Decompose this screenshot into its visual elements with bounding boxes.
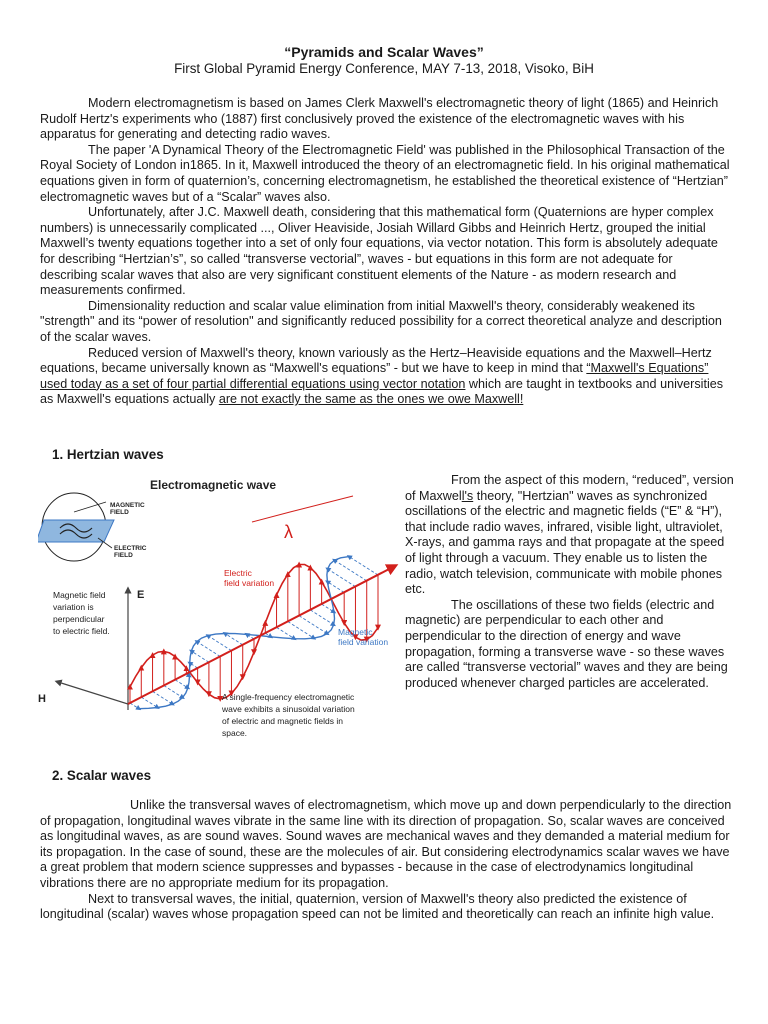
section-1-heading: 1. Hertzian waves bbox=[52, 447, 164, 462]
left-note-line-1: Magnetic field bbox=[53, 590, 106, 600]
magnetic-vector-arrow bbox=[141, 697, 157, 707]
e-axis-label: E bbox=[137, 589, 145, 601]
intro-paragraph-4: Dimensionality reduction and scalar value elimination from initial Maxwell's theory, considerably weakened its "strength" and its “power of resolution" and significantly reduced possibility for a correct theoretical analyze and description of the scalar waves. bbox=[40, 298, 722, 344]
h-axis bbox=[58, 682, 128, 704]
em-wave-figure bbox=[38, 472, 404, 750]
magnetic-vector-arrow bbox=[190, 663, 198, 668]
magnetic-vector-arrow bbox=[334, 560, 366, 581]
intro-p5-text-b: which are taught in textbooks and universities as Maxwell's equations actually bbox=[40, 376, 724, 407]
left-note-line-4: to electric field. bbox=[53, 626, 110, 636]
page-title: “Pyramids and Scalar Waves” bbox=[284, 44, 484, 60]
em-wave-diagram bbox=[38, 472, 404, 750]
scalar-paragraph-2: Next to transversal waves, the initial, quaternion, version of Maxwell's theory also predicted the existence of longitudinal (scalar) waves whose propagation speed can not be limited and theoretically can reach an infinite high value. bbox=[40, 891, 715, 922]
electric-field-label-1: ELECTRIC bbox=[114, 545, 147, 552]
intro-p5-underline-2: are not exactly the same as the ones we owe Maxwell! bbox=[218, 392, 524, 407]
hertzian-paragraph-1 bbox=[405, 473, 735, 598]
scalar-waves-section bbox=[40, 798, 732, 923]
magnetic-vector-arrow bbox=[310, 610, 333, 625]
magnetic-variation-line-1: Magnetic bbox=[338, 627, 373, 637]
wavelength-bracket bbox=[252, 496, 353, 522]
magnetic-vector-arrow bbox=[153, 691, 173, 704]
intro-paragraph-5 bbox=[40, 346, 730, 408]
magnetic-vector-arrow bbox=[130, 703, 139, 709]
magnetic-vector-arrow bbox=[328, 569, 356, 587]
magnetic-vector-arrow bbox=[191, 651, 209, 662]
intro-p5-text-a: Reduced version of Maxwell's theory, known variously as the Hertz–Heaviside equations and the Maxwell–Hertz equations, became universally known as “Maxwell's equations” - but we have to keep in mind that bbox=[40, 345, 712, 376]
field-inset-globe bbox=[38, 493, 114, 561]
magnetic-field-label-2: FIELD bbox=[110, 509, 129, 516]
hertzian-p1-text-a: From the aspect of this modern, “reduced”, version of Maxwel bbox=[405, 473, 734, 503]
magnetic-vector-arrow bbox=[208, 636, 232, 651]
magnetic-vector-arrow bbox=[225, 633, 243, 644]
page-subtitle: First Global Pyramid Energy Conference, MAY 7-13, 2018, Visoko, BiH bbox=[174, 61, 594, 76]
lambda-label: λ bbox=[284, 522, 293, 542]
caption-line-2: wave exhibits a sinusoidal variation bbox=[222, 704, 355, 714]
electric-variation-line-1: Electric bbox=[224, 568, 252, 578]
figure-title: Electromagnetic wave bbox=[150, 478, 277, 492]
magnetic-vector-arrow bbox=[288, 622, 314, 639]
hertzian-text-column bbox=[405, 473, 735, 691]
hertzian-p1-text-b: theory, "Hertzian" waves as synchronized oscillations of the electric and magnetic fields (“E” & “H”), that include radio waves, infrared, visible light, ultraviolet, X-rays, and gamma rays and that propagate at the speed of light through a vacuum. They enable us to listen the radio, watch television, communicate with mobile phones etc. bbox=[405, 488, 725, 597]
magnetic-vector-arrow bbox=[175, 680, 188, 688]
magnetic-variation-line-2: field variation bbox=[338, 637, 389, 647]
section-2-heading: 2. Scalar waves bbox=[52, 768, 152, 783]
left-note-line-3: perpendicular bbox=[53, 614, 105, 624]
hertzian-paragraph-2: The oscillations of these two fields (electric and magnetic) are perpendicular to each other and perpendicular to the direction of energy and wave propagation, forming a transverse wave - so these waves are called “transverse vectorial” waves and they are being produced whenever charged particles are accelerated. bbox=[405, 597, 728, 690]
intro-paragraph-3: Unfortunately, after J.C. Maxwell death, considering that this mathematical form (Quaternions are hyper complex numbers) is unnecessarily complicated ..., Oliver Heaviside, Josiah Willard Gibbs and Heinrich Hertz, grouped the initial Maxwell’s twenty equations together into a set of only four equations, via vector notation. This form is absolutely adequate for describing “Hertzian’s”, so called “transverse vectorial”, waves - but equations in this form are not adequate for describing scalar waves that also are very significant constituent elements of the Nature - as modern research and measurements confirmed. bbox=[40, 205, 718, 298]
intro-paragraph-1: Modern electromagnetism is based on James Clerk Maxwell's electromagnetic theory of light (1865) and Heinrich Rudolf Hertz's experiments who (1887) first conclusively proved the existence of the electromagnetic waves with his apparatus for generating and detecting radio waves. bbox=[40, 96, 719, 142]
h-axis-label: H bbox=[38, 693, 46, 705]
intro-paragraph-2: The paper 'A Dynamical Theory of the Electromagnetic Field' was published in the Philosophical Transaction of the Royal Society of London in1865. In it, Maxwell introduced the theory of an electromagnetic field. In his original mathematical equations given in form of quaternion’s, concerning electromagnetism, he established the theoretical existence of “Hertzian” electromagnetic waves but of a “Scalar” waves also. bbox=[40, 142, 730, 204]
hertzian-p1-underline: l's bbox=[461, 488, 474, 503]
scalar-paragraph-1: Unlike the transversal waves of electromagnetism, which move up and down perpendicularly to the direction of propagation, longitudinal waves vibrate in the same line with its direction of propagation. So, scalar waves are conceived as longitudinal waves, as are sound waves. Sound waves are mechanical waves and they demanded a material medium for its propagation. In the case of sound, these are the molecules of air. But considering electrodynamics scalar waves we have a great problem that modern science suppresses and bypasses - because in the case of electrodynamics longitudinal vibrations there are no appropriate medium for its propagation. bbox=[40, 798, 732, 890]
magnetic-vector-arrow bbox=[197, 642, 220, 657]
intro-section bbox=[40, 96, 730, 408]
left-note-line-2: variation is bbox=[53, 602, 94, 612]
electric-variation-line-2: field variation bbox=[224, 578, 275, 588]
caption-line-3: of electric and magnetic fields in bbox=[222, 716, 343, 726]
intro-p5-underline-1: “Maxwell's Equations” used today as a set of four partial differential equations using vector notation bbox=[40, 361, 709, 391]
caption-line-1: A single-frequency electromagnetic bbox=[222, 692, 355, 702]
magnetic-field-label-1: MAGNETIC bbox=[110, 502, 145, 509]
caption-line-4: space. bbox=[222, 728, 248, 738]
electric-field-label-2: FIELD bbox=[114, 552, 133, 559]
magnetic-vector-arrow bbox=[164, 686, 183, 698]
